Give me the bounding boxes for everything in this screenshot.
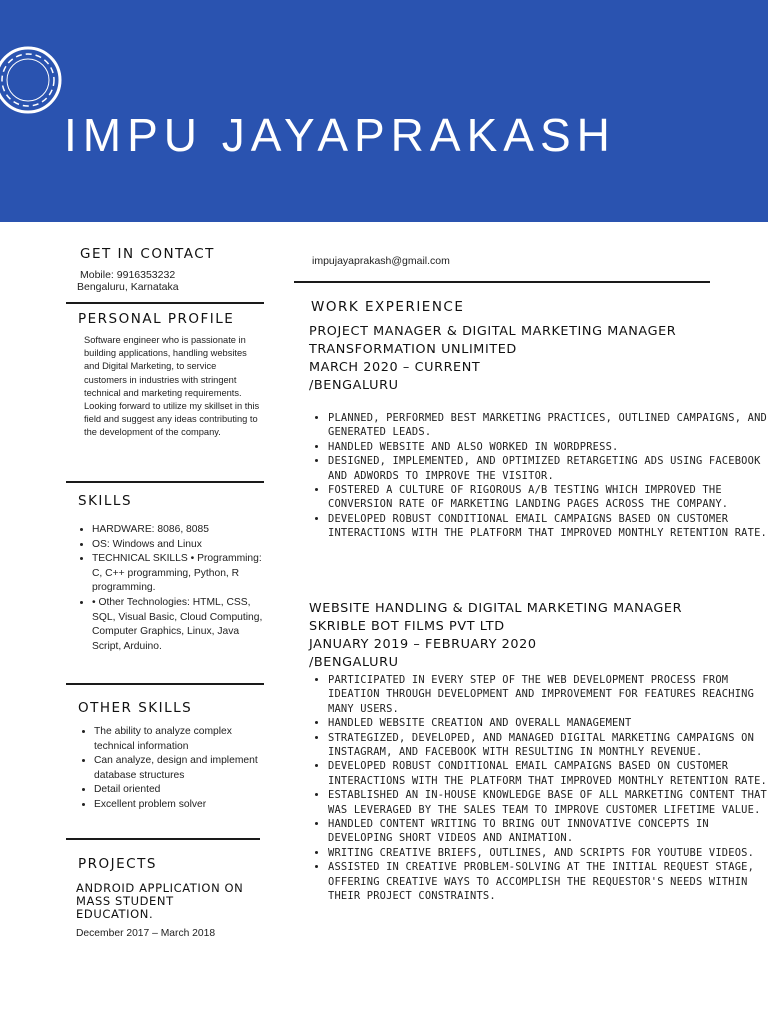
contact-location: Bengaluru, Karnataka <box>77 281 179 293</box>
profile-heading: PERSONAL PROFILE <box>78 311 235 327</box>
list-item: • HANDLED CONTENT WRITING TO BRING OUT INNOVATIVE CONCEPTS IN DEVELOPING SHORT VIDEOS AND ANIMATION. <box>328 817 768 846</box>
divider <box>66 302 264 304</box>
list-item: • Can analyze, design and implement database structures <box>94 754 274 783</box>
list-item: • ESTABLISHED AN IN-HOUSE KNOWLEDGE BASE OF ALL MARKETING CONTENT THAT WAS LEVERAGED BY THE SALES TEAM TO IMPROVE CUSTOMER LIFETIME VALUE. <box>328 788 768 817</box>
email-address: impujayaprakash@gmail.com <box>312 255 450 267</box>
other-skills-list <box>78 725 274 813</box>
list-item: • Detail oriented <box>94 783 274 798</box>
job-company: SKRIBLE BOT FILMS PVT LTD <box>309 619 505 634</box>
skills-heading: SKILLS <box>78 493 133 509</box>
job-location: /BENGALURU <box>309 378 399 393</box>
job-location: /BENGALURU <box>309 655 399 670</box>
list-item: • FOSTERED A CULTURE OF RIGOROUS A/B TESTING WHICH IMPROVED THE CONVERSION RATE OF MARKETING LANDING PAGES ACROSS THE COMPANY. <box>328 483 768 512</box>
list-item: • PLANNED, PERFORMED BEST MARKETING PRACTICES, OUTLINED CAMPAIGNS, AND GENERATED LEADS. <box>328 411 768 440</box>
candidate-name: IMPU JAYAPRAKASH <box>64 109 616 161</box>
contact-heading: GET IN CONTACT <box>80 246 215 262</box>
divider <box>66 481 264 483</box>
list-item: • • Other Technologies: HTML, CSS, SQL, Visual Basic, Cloud Computing, Computer Graphics, Linux, Java Script, Arduino. <box>92 596 270 654</box>
job-company: TRANSFORMATION UNLIMITED <box>309 342 517 357</box>
list-item: • TECHNICAL SKILLS • Programming: C, C++ programming, Python, R programming. <box>92 552 270 596</box>
header-banner <box>0 0 768 222</box>
list-item: • DEVELOPED ROBUST CONDITIONAL EMAIL CAMPAIGNS BASED ON CUSTOMER INTERACTIONS WITH THE PLATFORM THAT IMPROVED MONTHLY RETENTION RATE. <box>328 512 768 541</box>
list-item: • Excellent problem solver <box>94 798 274 813</box>
list-item: • HANDLED WEBSITE CREATION AND OVERALL MANAGEMENT <box>328 716 768 730</box>
divider <box>294 281 710 283</box>
list-item: • HANDLED WEBSITE AND ALSO WORKED IN WORDPRESS. <box>328 440 768 454</box>
job-dates: JANUARY 2019 – FEBRUARY 2020 <box>309 637 537 652</box>
list-item: • OS: Windows and Linux <box>92 538 270 553</box>
job-bullets <box>312 673 768 904</box>
list-item: • PARTICIPATED IN EVERY STEP OF THE WEB DEVELOPMENT PROCESS FROM IDEATION THROUGH DEVELOPMENT AND IMPROVEMENT FOR FEATURES REACHING MANY USERS. <box>328 673 768 716</box>
skills-list <box>76 523 270 654</box>
divider <box>66 838 260 840</box>
contact-mobile: Mobile: 9916353232 <box>80 269 176 281</box>
circle-logo-icon <box>0 40 66 120</box>
profile-text: Software engineer who is passionate in building applications, handling websites and Digital Marketing, to service customers in industries with stringent technical and marketing requirements. Looking forward to utilize my skillset in this field and suggest any ideas contributing to the development of the company. <box>84 335 260 438</box>
list-item: • DESIGNED, IMPLEMENTED, AND OPTIMIZED RETARGETING ADS USING FACEBOOK AND ADWORDS TO IMPROVE THE VISITOR. <box>328 454 768 483</box>
project-date: December 2017 – March 2018 <box>76 928 216 939</box>
list-item: • DEVELOPED ROBUST CONDITIONAL EMAIL CAMPAIGNS BASED ON CUSTOMER INTERACTIONS WITH THE PLATFORM THAT IMPROVED MONTHLY RETENTION RATE. <box>328 759 768 788</box>
list-item: • The ability to analyze complex technical information <box>94 725 274 754</box>
job-role: WEBSITE HANDLING & DIGITAL MARKETING MANAGER <box>309 601 683 616</box>
projects-heading: PROJECTS <box>78 856 157 872</box>
divider <box>66 683 264 685</box>
job-bullets <box>312 411 768 541</box>
list-item: • STRATEGIZED, DEVELOPED, AND MANAGED DIGITAL MARKETING CAMPAIGNS ON INSTAGRAM, AND FACEBOOK WITH RESULTING IN MONTHLY REVENUE. <box>328 731 768 760</box>
list-item: • WRITING CREATIVE BRIEFS, OUTLINES, AND SCRIPTS FOR YOUTUBE VIDEOS. <box>328 846 768 860</box>
job-role: PROJECT MANAGER & DIGITAL MARKETING MANAGER <box>309 324 677 339</box>
other-skills-heading: OTHER SKILLS <box>78 700 193 716</box>
list-item: • HARDWARE: 8086, 8085 <box>92 523 270 538</box>
job-dates: MARCH 2020 – CURRENT <box>309 360 481 375</box>
work-experience-heading: WORK EXPERIENCE <box>311 299 465 315</box>
project-name: ANDROID APPLICATION ON MASS STUDENT EDUCATION. <box>76 881 244 921</box>
list-item: • ASSISTED IN CREATIVE PROBLEM-SOLVING AT THE INITIAL REQUEST STAGE, OFFERING CREATIVE WAYS TO ACCOMPLISH THE REQUESTOR'S NEEDS WITHIN THEIR PROJECT CONSTRAINTS. <box>328 860 768 903</box>
